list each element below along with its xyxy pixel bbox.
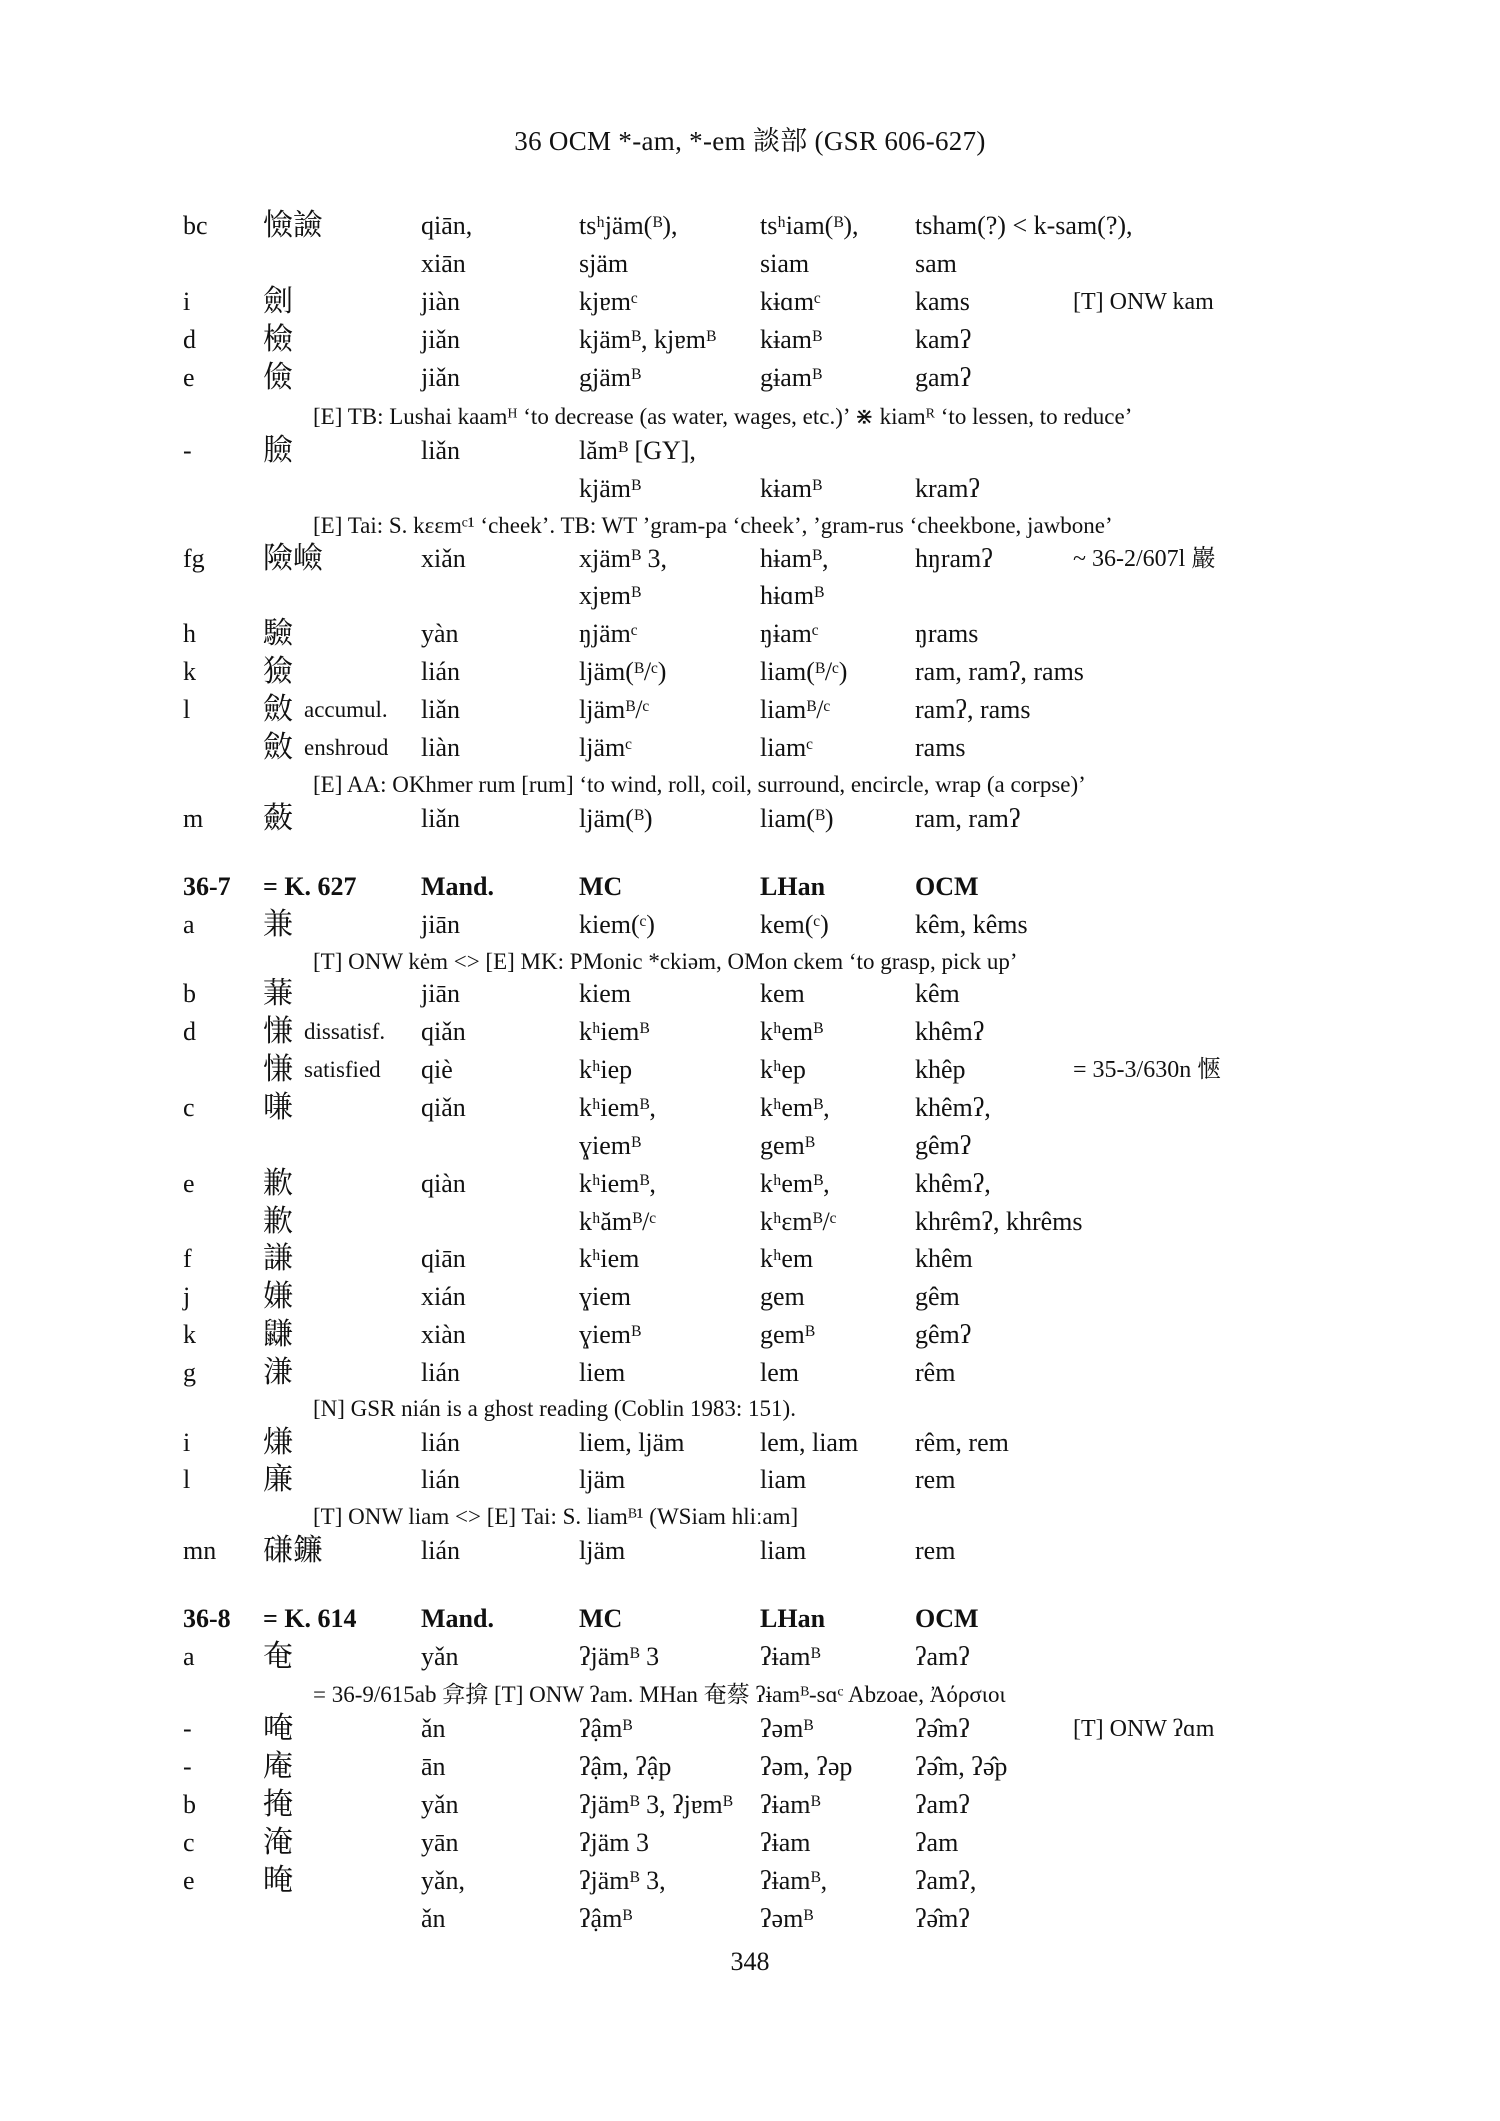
- gloss: dissatisf.: [304, 1019, 386, 1044]
- old-chinese: tsham(?) < k-sam(?),: [915, 211, 1133, 240]
- old-chinese: rêm, rem: [915, 1428, 1009, 1457]
- old-chinese: ʔə̂m, ʔə̂p: [915, 1752, 1008, 1781]
- later-han: kʰemᴮ,: [760, 1169, 830, 1198]
- later-han: hɨamᴮ,: [760, 544, 829, 573]
- chinese-character: 庵: [263, 1749, 293, 1784]
- chinese-character: 獫: [263, 654, 293, 689]
- entry-id: l: [183, 695, 191, 724]
- chinese-character: 憸譣: [263, 208, 323, 243]
- middle-chinese: kiem: [579, 979, 631, 1008]
- mandarin-reading: qiǎn: [421, 1093, 466, 1122]
- later-han: ʔɨamᴮ: [760, 1790, 821, 1819]
- middle-chinese: kʰiemᴮ,: [579, 1093, 656, 1122]
- later-han: liam(ᴮ/ᶜ): [760, 657, 848, 686]
- middle-chinese: tsʰjäm(ᴮ),: [579, 211, 678, 240]
- middle-chinese: ŋjämᶜ: [579, 619, 638, 648]
- later-han: liamᴮ/ᶜ: [760, 695, 831, 724]
- chinese-character: 劍: [263, 284, 293, 319]
- mandarin-reading: xiàn: [421, 1320, 466, 1349]
- old-chinese: khêm: [915, 1244, 973, 1273]
- chinese-character: 溓: [263, 1355, 293, 1390]
- entry-row: [0, 1240, 1500, 1278]
- old-chinese: kêm: [915, 979, 960, 1008]
- old-chinese: kramʔ: [915, 474, 980, 503]
- later-han: kem: [760, 979, 805, 1008]
- entry-note: [0, 766, 1500, 804]
- entry-row: [0, 1165, 1500, 1203]
- old-chinese: gamʔ: [915, 363, 972, 392]
- middle-chinese: xjämᴮ 3,: [579, 544, 668, 573]
- entry-note: [0, 1676, 1500, 1714]
- later-han: lem: [760, 1358, 799, 1387]
- old-chinese: khêmʔ,: [915, 1169, 991, 1198]
- old-chinese: khrêmʔ, khrêms: [915, 1207, 1083, 1236]
- middle-chinese: ljäm(ᴮ/ᶜ): [579, 657, 667, 686]
- entry-id: -: [183, 1714, 192, 1743]
- series-ref: = K. 614: [263, 1604, 357, 1633]
- entry-id: -: [183, 1752, 192, 1781]
- entry-row: [0, 1710, 1500, 1748]
- entry-note: [0, 1390, 1500, 1428]
- chinese-character: 謙: [263, 1241, 293, 1276]
- series-header-row: [0, 1600, 1500, 1638]
- later-han: kʰem: [760, 1244, 814, 1273]
- entry-id: a: [183, 1642, 195, 1671]
- mandarin-reading: jiǎn: [421, 363, 460, 392]
- middle-chinese: MC: [579, 1604, 623, 1633]
- later-han: hɨɑmᴮ: [760, 581, 825, 610]
- entry-row: [0, 1900, 1500, 1938]
- middle-chinese: ʔjämᴮ 3, ʔjɐmᴮ: [579, 1790, 733, 1819]
- mandarin-reading: qiān: [421, 1244, 466, 1273]
- middle-chinese: ʔjämᴮ 3: [579, 1642, 660, 1671]
- old-chinese: rams: [915, 733, 966, 762]
- middle-chinese: liem: [579, 1358, 626, 1387]
- note-text: [E] TB: Lushai kaamᴴ ‘to decrease (as water, wages, etc.)’ ⋇ kiamᴿ ‘to lessen, to reduce’: [313, 404, 1133, 429]
- entry-id: fg: [183, 544, 205, 573]
- old-chinese: khêmʔ: [915, 1017, 985, 1046]
- middle-chinese: lămᴮ [GY],: [579, 436, 696, 465]
- later-han: liam: [760, 1465, 807, 1494]
- middle-chinese: ljäm: [579, 1536, 626, 1565]
- mandarin-reading: yǎn: [421, 1790, 459, 1819]
- mandarin-reading: jiān: [421, 979, 460, 1008]
- entry-row: [0, 1203, 1500, 1241]
- middle-chinese: ljämᶜ: [579, 733, 632, 762]
- later-han: gemᴮ: [760, 1131, 815, 1160]
- mandarin-reading: xián: [421, 1282, 466, 1311]
- old-chinese: ram, ramʔ, rams: [915, 657, 1084, 686]
- entry-id: b: [183, 1790, 196, 1819]
- mandarin-reading: yǎn,: [421, 1866, 466, 1895]
- later-han: liamᶜ: [760, 733, 813, 762]
- later-han: gɨamᴮ: [760, 363, 823, 392]
- entry-row: [0, 1748, 1500, 1786]
- entry-row: [0, 1316, 1500, 1354]
- entry-row: [0, 321, 1500, 359]
- middle-chinese: ʔậmᴮ: [579, 1714, 633, 1743]
- middle-chinese: ɣiemᴮ: [579, 1131, 642, 1160]
- entry-id: b: [183, 979, 196, 1008]
- gloss: enshroud: [304, 735, 389, 760]
- old-chinese: kams: [915, 287, 970, 316]
- entry-row: [0, 1051, 1500, 1089]
- old-chinese: rêm: [915, 1358, 956, 1387]
- entry-row: [0, 800, 1500, 838]
- later-han: siam: [760, 249, 810, 278]
- chinese-character: 鼸: [263, 1317, 293, 1352]
- page-title: 36 OCM *-am, *-em 談部 (GSR 606-627): [514, 126, 986, 156]
- note-text: [E] Tai: S. kɛɛmᶜ¹ ‘cheek’. TB: WT ’gram-pa ‘cheek’, ’gram-rus ‘cheekbone, jawbone’: [313, 513, 1113, 538]
- later-han: liam: [760, 1536, 807, 1565]
- middle-chinese: kjämᴮ: [579, 474, 642, 503]
- later-han: kem(ᶜ): [760, 910, 829, 939]
- later-han: kɨamᴮ: [760, 474, 823, 503]
- old-chinese: OCM: [915, 872, 979, 901]
- middle-chinese: ʔjämᴮ 3,: [579, 1866, 666, 1895]
- mandarin-reading: lián: [421, 1358, 460, 1387]
- middle-chinese: ʔậm, ʔập: [579, 1752, 672, 1781]
- old-chinese: khêp: [915, 1055, 966, 1084]
- old-chinese: ramʔ, rams: [915, 695, 1031, 724]
- chinese-character: 檢: [263, 322, 293, 357]
- old-chinese: ʔamʔ: [915, 1642, 970, 1671]
- entry-row: [0, 1532, 1500, 1570]
- middle-chinese: ljämᴮ/ᶜ: [579, 695, 650, 724]
- middle-chinese: kʰiem: [579, 1244, 640, 1273]
- note-text: = 36-9/615ab 弇揜 [T] ONW ʔam. MHan 奄蔡 ʔɨamᴮ-sɑᶜ Abzoae, Ἀόρσιοι: [313, 1682, 1006, 1707]
- mandarin-reading: jiàn: [421, 287, 460, 316]
- mandarin-reading: qiàn: [421, 1169, 466, 1198]
- entry-id: m: [183, 804, 204, 833]
- note-text: [E] AA: OKhmer rum [rum] ‘to wind, roll, coil, surround, encircle, wrap (a corpse)’: [313, 772, 1086, 797]
- entry-row: [0, 1278, 1500, 1316]
- later-han: LHan: [760, 1604, 826, 1633]
- later-han: gem: [760, 1282, 805, 1311]
- chinese-character: 唵: [263, 1711, 293, 1746]
- cross-reference: = 35-3/630n 愜: [1073, 1057, 1222, 1083]
- mandarin-reading: qiān,: [421, 211, 473, 240]
- later-han: LHan: [760, 872, 826, 901]
- entry-row: [0, 691, 1500, 729]
- old-chinese: gêmʔ: [915, 1131, 972, 1160]
- chinese-character: 斂: [263, 730, 293, 765]
- note-text: [T] ONW liam <> [E] Tai: S. liamᴮ¹ (WSiam hliːam]: [313, 1504, 799, 1529]
- chinese-character: 蒹: [263, 976, 293, 1011]
- middle-chinese: kʰămᴮ/ᶜ: [579, 1207, 657, 1236]
- chinese-character: 奄: [263, 1639, 293, 1674]
- middle-chinese: kjämᴮ, kjɐmᴮ: [579, 325, 717, 354]
- old-chinese: gêm: [915, 1282, 960, 1311]
- mandarin-reading: qiè: [421, 1055, 453, 1084]
- later-han: kʰep: [760, 1055, 806, 1084]
- entry-row: [0, 245, 1500, 283]
- later-han: kʰemᴮ,: [760, 1093, 830, 1122]
- chinese-character: 蘞: [263, 801, 293, 836]
- entry-row: [0, 1824, 1500, 1862]
- later-han: kɨɑmᶜ: [760, 287, 821, 316]
- entry-id: c: [183, 1093, 195, 1122]
- middle-chinese: kjɐmᶜ: [579, 287, 638, 316]
- later-han: ʔəmᴮ: [760, 1904, 814, 1933]
- chinese-character: 嫌: [263, 1279, 293, 1314]
- entry-row: [0, 1461, 1500, 1499]
- mandarin-reading: liǎn: [421, 804, 460, 833]
- entry-id: d: [183, 325, 196, 354]
- mandarin-reading: liàn: [421, 733, 460, 762]
- entry-row: [0, 1354, 1500, 1392]
- entry-row: [0, 1089, 1500, 1127]
- old-chinese: ŋrams: [915, 619, 979, 648]
- chinese-character: 歉: [263, 1166, 293, 1201]
- cross-reference: ~ 36-2/607l 巖: [1073, 546, 1216, 572]
- entry-row: [0, 1127, 1500, 1165]
- series-header-row: [0, 868, 1500, 906]
- chinese-character: 驗: [263, 616, 293, 651]
- later-han: kʰemᴮ: [760, 1017, 824, 1046]
- old-chinese: OCM: [915, 1604, 979, 1633]
- entry-row: [0, 1424, 1500, 1462]
- entry-row: [0, 577, 1500, 615]
- entry-row: [0, 207, 1500, 245]
- chinese-character: 磏鐮: [263, 1533, 323, 1568]
- mandarin-reading: jiān: [421, 910, 460, 939]
- chinese-character: 斂: [263, 692, 293, 727]
- middle-chinese: ɣiem: [579, 1282, 631, 1311]
- mandarin-reading: lián: [421, 1536, 460, 1565]
- mandarin-reading: lián: [421, 657, 460, 686]
- middle-chinese: kiem(ᶜ): [579, 910, 655, 939]
- entry-id: k: [183, 657, 196, 686]
- entry-id: 36-7: [183, 872, 231, 901]
- old-chinese: ʔə̂mʔ: [915, 1714, 970, 1743]
- later-han: ŋɨamᶜ: [760, 619, 819, 648]
- entry-id: e: [183, 1169, 195, 1198]
- chinese-character: 歉: [263, 1204, 293, 1239]
- old-chinese: khêmʔ,: [915, 1093, 991, 1122]
- old-chinese: ʔə̂mʔ: [915, 1904, 970, 1933]
- entry-row: [0, 729, 1500, 767]
- old-chinese: rem: [915, 1536, 956, 1565]
- chinese-character: 慊: [263, 1014, 293, 1049]
- gloss: accumul.: [304, 697, 388, 722]
- old-chinese: ʔamʔ,: [915, 1866, 977, 1895]
- entry-row: [0, 906, 1500, 944]
- entry-row: [0, 432, 1500, 470]
- entry-id: f: [183, 1244, 192, 1273]
- later-han: ʔɨam: [760, 1828, 811, 1857]
- mandarin-reading: yān: [421, 1828, 459, 1857]
- old-chinese: ʔam: [915, 1828, 959, 1857]
- mandarin-reading: ǎn: [421, 1714, 446, 1743]
- entry-note: [0, 398, 1500, 436]
- entry-note: [0, 1498, 1500, 1536]
- note-text: [T] ONW kėm <> [E] MK: PMonic *ckiəm, OMon ckem ‘to grasp, pick up’: [313, 949, 1018, 974]
- entry-row: [0, 1638, 1500, 1676]
- entry-id: l: [183, 1465, 191, 1494]
- old-chinese: rem: [915, 1465, 956, 1494]
- entry-row: [0, 1013, 1500, 1051]
- middle-chinese: sjäm: [579, 249, 629, 278]
- middle-chinese: kʰiep: [579, 1055, 633, 1084]
- entry-id: c: [183, 1828, 195, 1857]
- entry-id: h: [183, 619, 196, 648]
- chinese-character: 兼: [263, 907, 293, 942]
- old-chinese: gêmʔ: [915, 1320, 972, 1349]
- chinese-character: 掩: [263, 1787, 293, 1822]
- later-han: kɨamᴮ: [760, 325, 823, 354]
- entry-row: [0, 653, 1500, 691]
- chinese-character: 淹: [263, 1825, 293, 1860]
- entry-id: g: [183, 1358, 196, 1387]
- mandarin-reading: Mand.: [421, 1604, 494, 1633]
- entry-id: bc: [183, 211, 208, 240]
- mandarin-reading: yàn: [421, 619, 459, 648]
- series-ref: = K. 627: [263, 872, 357, 901]
- entry-id: e: [183, 1866, 195, 1895]
- chinese-character: 熑: [263, 1425, 293, 1460]
- later-han: gemᴮ: [760, 1320, 815, 1349]
- entry-id: e: [183, 363, 195, 392]
- entry-id: mn: [183, 1536, 217, 1565]
- later-han: ʔəm, ʔəp: [760, 1752, 853, 1781]
- middle-chinese: gjämᴮ: [579, 363, 642, 392]
- entry-id: 36-8: [183, 1604, 231, 1633]
- entry-id: d: [183, 1017, 196, 1046]
- note-text: [N] GSR nián is a ghost reading (Coblin 1983: 151).: [313, 1396, 796, 1421]
- middle-chinese: liem, ljäm: [579, 1428, 685, 1457]
- mandarin-reading: qiǎn: [421, 1017, 466, 1046]
- old-chinese: kêm, kêms: [915, 910, 1028, 939]
- middle-chinese: ʔậmᴮ: [579, 1904, 633, 1933]
- entry-id: k: [183, 1320, 196, 1349]
- chinese-character: 臉: [263, 433, 293, 468]
- later-han: ʔɨamᴮ,: [760, 1866, 828, 1895]
- middle-chinese: kʰiemᴮ: [579, 1017, 650, 1046]
- later-han: ʔəmᴮ: [760, 1714, 814, 1743]
- middle-chinese: kʰiemᴮ,: [579, 1169, 656, 1198]
- middle-chinese: ljäm: [579, 1465, 626, 1494]
- mandarin-reading: liǎn: [421, 695, 460, 724]
- entry-id: i: [183, 1428, 191, 1457]
- middle-chinese: MC: [579, 872, 623, 901]
- middle-chinese: ljäm(ᴮ): [579, 804, 653, 833]
- entry-row: [0, 1786, 1500, 1824]
- entry-id: -: [183, 436, 192, 465]
- chinese-character: 晻: [263, 1863, 293, 1898]
- entry-row: [0, 975, 1500, 1013]
- chinese-character: 嗛: [263, 1090, 293, 1125]
- later-han: kʰɛmᴮ/ᶜ: [760, 1207, 837, 1236]
- later-han: tsʰiam(ᴮ),: [760, 211, 859, 240]
- mandarin-reading: ān: [421, 1752, 446, 1781]
- chinese-character: 儉: [263, 360, 293, 395]
- entry-id: j: [183, 1282, 191, 1311]
- cross-reference: [T] ONW ʔɑm: [1073, 1716, 1215, 1742]
- mandarin-reading: yǎn: [421, 1642, 459, 1671]
- old-chinese: ram, ramʔ: [915, 804, 1021, 833]
- chinese-character: 慊: [263, 1052, 293, 1087]
- entry-row: [0, 283, 1500, 321]
- later-han: ʔɨamᴮ: [760, 1642, 821, 1671]
- cross-reference: [T] ONW kam: [1073, 289, 1214, 315]
- mandarin-reading: xiān: [421, 249, 466, 278]
- later-han: lem, liam: [760, 1428, 859, 1457]
- mandarin-reading: lián: [421, 1428, 460, 1457]
- page-number: 348: [730, 1947, 770, 1976]
- mandarin-reading: jiǎn: [421, 325, 460, 354]
- mandarin-reading: Mand.: [421, 872, 494, 901]
- entry-id: i: [183, 287, 191, 316]
- chinese-character: 險嶮: [263, 541, 323, 576]
- gloss: satisfied: [304, 1057, 381, 1082]
- mandarin-reading: liǎn: [421, 436, 460, 465]
- old-chinese: kamʔ: [915, 325, 972, 354]
- mandarin-reading: lián: [421, 1465, 460, 1494]
- old-chinese: ʔamʔ: [915, 1790, 970, 1819]
- middle-chinese: xjɐmᴮ: [579, 581, 642, 610]
- later-han: liam(ᴮ): [760, 804, 834, 833]
- middle-chinese: ɣiemᴮ: [579, 1320, 642, 1349]
- entry-id: a: [183, 910, 195, 939]
- old-chinese: hŋramʔ: [915, 544, 993, 573]
- entry-row: [0, 540, 1500, 578]
- entry-row: [0, 615, 1500, 653]
- mandarin-reading: xiǎn: [421, 544, 466, 573]
- chinese-character: 廉: [263, 1462, 293, 1497]
- mandarin-reading: ǎn: [421, 1904, 446, 1933]
- entry-row: [0, 359, 1500, 397]
- entry-row: [0, 1862, 1500, 1900]
- entry-row: [0, 470, 1500, 508]
- old-chinese: sam: [915, 249, 957, 278]
- middle-chinese: ʔjäm 3: [579, 1828, 650, 1857]
